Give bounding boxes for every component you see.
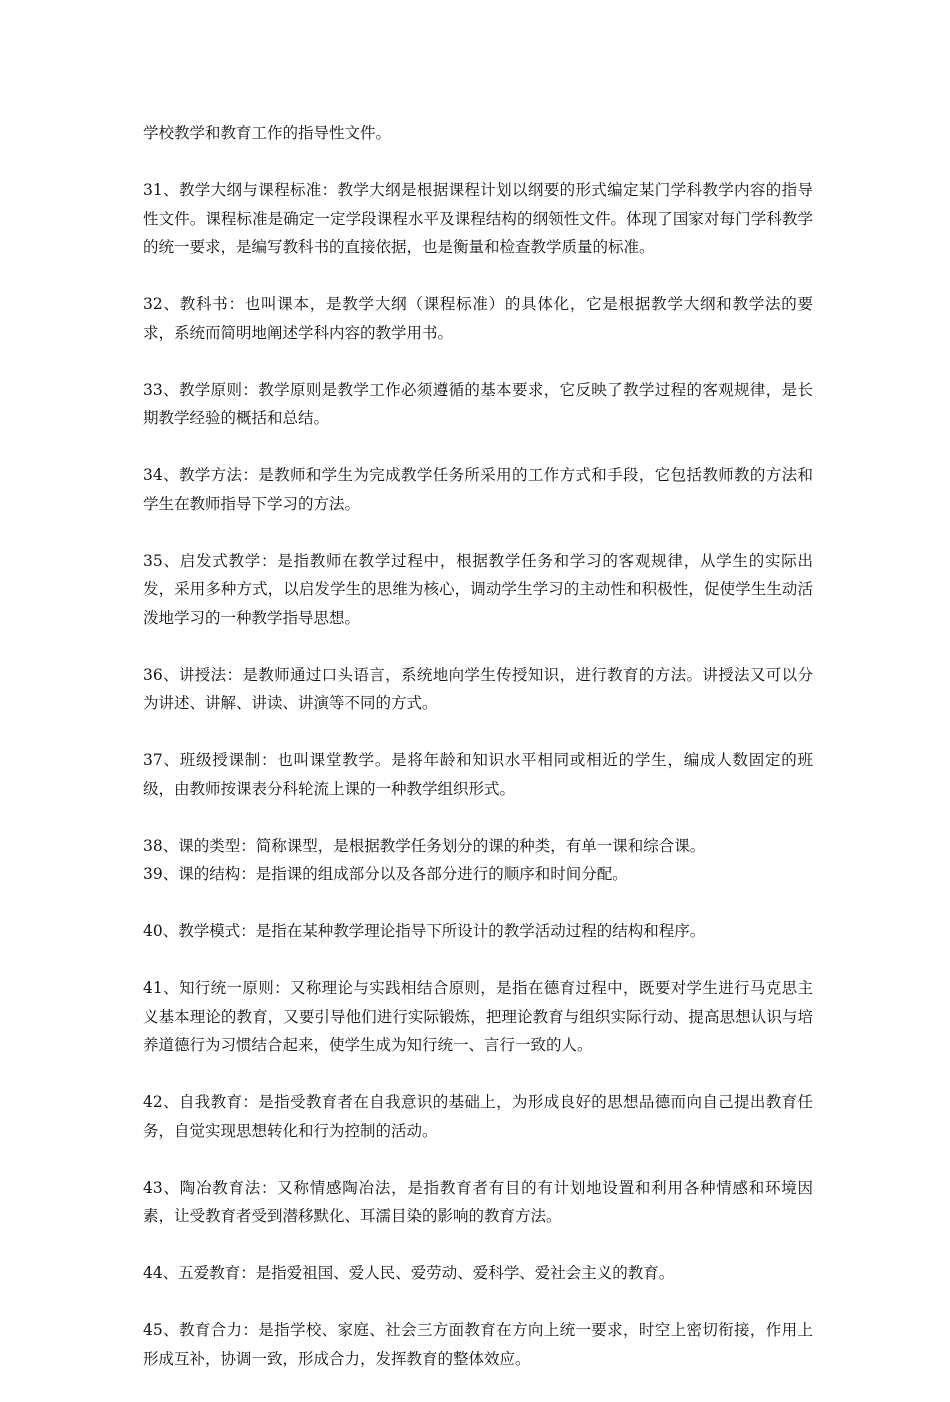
paragraph-35-heuristic-teaching: 35、启发式教学：是指教师在教学过程中，根据教学任务和学习的客观规律，从学生的实际出发，采用多种方式，以启发学生的思维为核心，调动学生学习的主动性和积极性，促使学生生动活泼地学习的一种教学指导思想。	[143, 551, 813, 627]
paragraph-38-lesson-type: 38、课的类型：简称课型，是根据教学任务划分的课的种类，有单一课和综合课。	[143, 836, 706, 855]
paragraph-40-teaching-model: 40、教学模式：是指在某种教学理论指导下所设计的教学活动过程的结构和程序。	[143, 922, 706, 940]
paragraph-36-lecture-method: 36、讲授法：是教师通过口头语言，系统地向学生传授知识，进行教育的方法。讲授法又可以分为讲述、讲解、讲读、讲演等不同的方式。	[143, 665, 813, 712]
paragraph-31-syllabus-curriculum-standard: 31、教学大纲与课程标准：教学大纲是根据课程计划以纲要的形式编定某门学科教学内容的指导性文件。课程标准是确定一定学段课程水平及课程结构的纲领性文件。体现了国家对每门学科教学的统一要求，是编写教科书的直接依据，也是衡量和检查教学质量的标准。	[143, 181, 813, 256]
paragraph-42-self-education: 42、自我教育：是指受教育者在自我意识的基础上，为形成良好的思想品德而向自己提出教育任务，自觉实现思想转化和行为控制的活动。	[143, 1093, 813, 1140]
paragraph-37-class-teaching-system: 37、班级授课制：也叫课堂教学。是将年龄和知识水平相同或相近的学生，编成人数固定的班级，由教师按课表分科轮流上课的一种教学组织形式。	[143, 751, 813, 798]
paragraph-45-educational-synergy: 45、教育合力：是指学校、家庭、社会三方面教育在方向上统一要求，时空上密切衔接，作用上形成互补，协调一致，形成合力，发挥教育的整体效应。	[143, 1321, 813, 1368]
paragraph-33-teaching-principle: 33、教学原则：教学原则是教学工作必须遵循的基本要求，它反映了教学过程的客观规律，是长期教学经验的概括和总结。	[143, 380, 813, 427]
paragraph-32-textbook: 32、教科书：也叫课本，是教学大纲（课程标准）的具体化，它是根据教学大纲和教学法的要求，系统而简明地阐述学科内容的教学用书。	[143, 295, 813, 342]
paragraph-34-teaching-method: 34、教学方法：是教师和学生为完成教学任务所采用的工作方式和手段，它包括教师教的方法和学生在教师指导下学习的方法。	[143, 466, 813, 513]
paragraph-39-lesson-structure: 39、课的结构：是指课的组成部分以及各部分进行的顺序和时间分配。	[143, 865, 628, 883]
document-body	[143, 119, 813, 1402]
paragraph-41-unity-of-knowing-and-doing: 41、知行统一原则：又称理论与实践相结合原则，是指在德育过程中，既要对学生进行马克思主义基本理论的教育，又要引导他们进行实际锻炼，把理论教育与组织实际行动、提高思想认识与培养道德行为习惯结合起来，使学生成为知行统一、言行一致的人。	[143, 979, 813, 1054]
paragraph-43-cultivation-method: 43、陶冶教育法：又称情感陶冶法，是指教育者有目的有计划地设置和利用各种情感和环境因素，让受教育者受到潜移默化、耳濡目染的影响的教育方法。	[143, 1178, 813, 1225]
paragraph-continuation: 学校教学和教育工作的指导性文件。	[143, 124, 392, 142]
paragraph-44-five-loves-education: 44、五爱教育：是指爱祖国、爱人民、爱劳动、爱科学、爱社会主义的教育。	[143, 1264, 675, 1282]
